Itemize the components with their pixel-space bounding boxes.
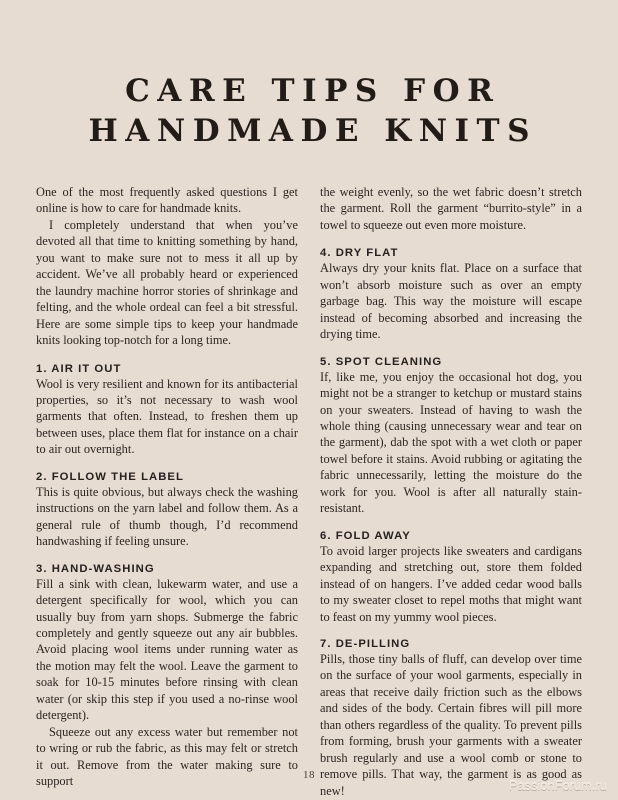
section-heading-6: 6. FOLD AWAY bbox=[320, 529, 411, 542]
section-body-1: Wool is very resilient and known for its antibacterial properties, so it’s not necessary to wash wool garments that often. Instead, to freshen them up between uses, place them flat for instance on a chair to air out overnight. bbox=[36, 376, 298, 457]
page-title-line-2: HANDMADE KNITS bbox=[88, 113, 537, 149]
section-body-2: This is quite obvious, but always check the washing instructions on the yarn label and follow them. As a general rule of thumb though, I’d recommend handwashing if feeling unsure. bbox=[36, 484, 298, 549]
page-number: 18 bbox=[303, 769, 315, 781]
intro-paragraph: One of the most frequently asked questions I get online is how to care for handmade knits. bbox=[36, 185, 298, 216]
page-title bbox=[0, 72, 618, 150]
section-body-6: To avoid larger projects like sweaters and cardigans expanding and stretching out, store them folded instead of on hangers. I’ve added cedar wood balls to my sweater closet to repel moths that might want to feast on my yummy wool pieces. bbox=[320, 543, 582, 624]
section-heading-5: 5. SPOT CLEANING bbox=[320, 355, 443, 368]
section-body-3: Fill a sink with clean, lukewarm water, and use a detergent specifically for wool, which you can usually buy from yarn shops. Submerge the fabric completely and gently squeeze out any air bubbles. Avoid placing wool items under running water as the motion may felt the wool. Leave the garment to soak for 10-15 minutes before rinsing with clean water (or skip this step if you used a no-rinse wool detergent). bbox=[36, 576, 298, 723]
page-title-line-1: CARE TIPS FOR bbox=[125, 73, 501, 109]
watermark: PassionForum.ru bbox=[508, 779, 607, 793]
continuation-paragraph: the weight evenly, so the wet fabric doesn’t stretch the garment. Roll the garment “burrito-style” in a towel to squeeze out even more moisture. bbox=[320, 185, 582, 232]
left-column bbox=[36, 184, 298, 789]
section-body-5: If, like me, you enjoy the occasional hot dog, you might not be a stranger to ketchup or mustard stains on your sweaters. Instead of having to wash the whole thing (causing unnecessary wear and tear on the garment), dab the spot with a wet cloth or paper towel before it stains. Avoid rubbing or agitating the fabric unnecessarily, letting the moisture do the work for you. Wool is after all naturally stain-resistant. bbox=[320, 369, 582, 516]
section-heading-1: 1. AIR IT OUT bbox=[36, 362, 122, 375]
intro-paragraph: I completely understand that when you’ve devoted all that time to knitting something by hand, you want to make sure not to mess it all up by accident. We’ve all probably heard or experienced the laundry machine horror stories of shrinkage and felting, and the whole ordeal can feel a bit stressful. Here are some simple tips to keep your handmade knits looking top-notch for a long time. bbox=[36, 217, 298, 348]
section-body-4: Always dry your knits flat. Place on a surface that won’t absorb moisture such as over an empty garbage bag. This way the moisture will escape instead of becoming absorbed and increasing the drying time. bbox=[320, 261, 582, 342]
section-heading-3: 3. HAND-WASHING bbox=[36, 562, 155, 575]
section-body-7: Pills, those tiny balls of fluff, can develop over time on the surface of your wool garments, especially in areas that receive daily friction such as the elbows and sides of the body. Certain fibres will pill more than others regardless of the quality. To prevent pills from forming, brush your garments with a sweater brush regularly and use a wool comb or stone to remove pills. That way, the garment is as good as new! bbox=[320, 651, 582, 798]
section-heading-2: 2. FOLLOW THE LABEL bbox=[36, 470, 184, 483]
section-body-3-continued: Squeeze out any excess water but remember not to wring or rub the fabric, as this may felt or stretch it out. Remove from the water making sure to support bbox=[36, 724, 298, 789]
section-heading-7: 7. DE-PILLING bbox=[320, 637, 411, 650]
section-heading-4: 4. DRY FLAT bbox=[320, 247, 399, 260]
